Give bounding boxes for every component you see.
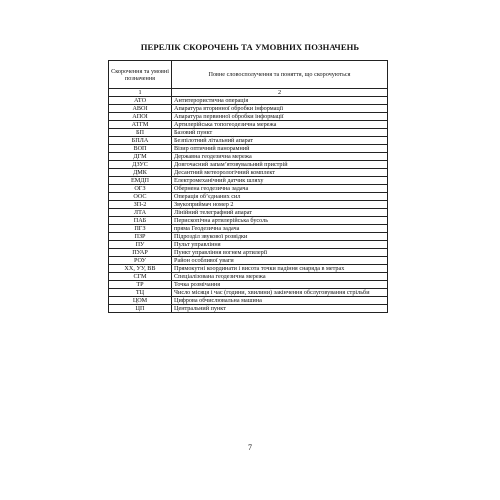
definition-cell: Точка розмічання	[172, 281, 388, 289]
table-row	[109, 209, 388, 217]
abbreviation-cell: ПГЗ	[109, 225, 172, 233]
abbreviation-cell: ЛТА	[109, 209, 172, 217]
abbreviation-cell: ЕМДП	[109, 177, 172, 185]
table-row	[109, 121, 388, 129]
table-row	[109, 241, 388, 249]
table-row	[109, 153, 388, 161]
definition-cell: Прямокутні координати і висота точки падіння снаряда в метрах	[172, 265, 388, 273]
abbreviation-cell: ДМК	[109, 169, 172, 177]
table-row	[109, 113, 388, 121]
table-row	[109, 145, 388, 153]
abbreviation-cell: ПЗР	[109, 233, 172, 241]
table-row	[109, 177, 388, 185]
table-row	[109, 105, 388, 113]
table-row	[109, 273, 388, 281]
definition-cell: пряма Геодезична задача	[172, 225, 388, 233]
table-row	[109, 305, 388, 313]
definition-cell: Десантний метеорологічний комплект	[172, 169, 388, 177]
table-row	[109, 201, 388, 209]
table-row	[109, 265, 388, 273]
abbreviation-cell: ДЗУС	[109, 161, 172, 169]
definition-cell: Електромеханічний датчик шляху	[172, 177, 388, 185]
abbreviation-cell: ДГМ	[109, 153, 172, 161]
page-number: 7	[248, 443, 252, 452]
definition-cell: Візир оптичний панорамний	[172, 145, 388, 153]
abbreviation-cell: АВОІ	[109, 105, 172, 113]
header-abbreviation: Скорочення та умовні позначення	[109, 61, 172, 89]
abbreviation-cell: ОГЗ	[109, 185, 172, 193]
table-row	[109, 185, 388, 193]
table-row	[109, 161, 388, 169]
abbreviation-cell: ПУ	[109, 241, 172, 249]
table-header-row	[109, 61, 388, 89]
definition-cell: Антитерористична операція	[172, 97, 388, 105]
abbreviation-cell: ПУАР	[109, 249, 172, 257]
definition-cell: Спеціалізована геодезична мережа	[172, 273, 388, 281]
definition-cell: Район особливої уваги	[172, 257, 388, 265]
abbreviation-cell: АПОІ	[109, 113, 172, 121]
definition-cell: Пункт управління вогнем артилерії	[172, 249, 388, 257]
definition-cell: Пульт управління	[172, 241, 388, 249]
definition-cell: Апаратура первинної обробки інформації	[172, 113, 388, 121]
definition-cell: Підрозділ звукової розвідки	[172, 233, 388, 241]
table-row	[109, 281, 388, 289]
abbreviation-cell: ТР	[109, 281, 172, 289]
abbreviation-cell: ПАБ	[109, 217, 172, 225]
abbreviation-cell: ВОП	[109, 145, 172, 153]
definition-cell: Довгочасний запам’ятовувальний пристрій	[172, 161, 388, 169]
abbreviation-cell: ХХ, УУ, ВВ	[109, 265, 172, 273]
definition-cell: Лінійний телеграфний апарат	[172, 209, 388, 217]
definition-cell: Число місяця і час (години, хвилини) закінчення обслуговування стрільби	[172, 289, 388, 297]
table-row	[109, 297, 388, 305]
definition-cell: Державна геодезична мережа	[172, 153, 388, 161]
abbreviation-cell: ТЦ	[109, 289, 172, 297]
table-row	[109, 257, 388, 265]
definition-cell: Обернена геодезична задача	[172, 185, 388, 193]
abbreviation-cell: АТГМ	[109, 121, 172, 129]
abbreviation-cell: ЦП	[109, 305, 172, 313]
table-row	[109, 129, 388, 137]
abbreviation-cell: АТО	[109, 97, 172, 105]
table-row	[109, 289, 388, 297]
abbreviations-table	[108, 60, 388, 313]
table-row	[109, 225, 388, 233]
column-number-row	[109, 89, 388, 97]
definition-cell: Артилерійська топогеодезична мережа	[172, 121, 388, 129]
abbreviation-cell: ЦОМ	[109, 297, 172, 305]
abbreviation-cell: ООС	[109, 193, 172, 201]
abbreviation-cell: СГМ	[109, 273, 172, 281]
table-row	[109, 217, 388, 225]
definition-cell: Базовий пункт	[172, 129, 388, 137]
definition-cell: Апаратура вторинної обробки інформації	[172, 105, 388, 113]
header-full-term: Повне словосполучення та поняття, що скорочуються	[172, 61, 388, 89]
table-row	[109, 193, 388, 201]
table-row	[109, 169, 388, 177]
column-number-1: 1	[109, 89, 172, 97]
definition-cell: Цифрова обчислювальна машина	[172, 297, 388, 305]
definition-cell: Перископічна артилерійська бусоль	[172, 217, 388, 225]
definition-cell: Безпілотний літальний апарат	[172, 137, 388, 145]
definition-cell: Звукоприймач номер 2	[172, 201, 388, 209]
abbreviation-cell: РОУ	[109, 257, 172, 265]
abbreviation-cell: БПЛА	[109, 137, 172, 145]
definition-cell: Центральний пункт	[172, 305, 388, 313]
definition-cell: Операція об’єднаних сил	[172, 193, 388, 201]
abbreviation-cell: ЗП-2	[109, 201, 172, 209]
page-title: ПЕРЕЛІК СКОРОЧЕНЬ ТА УМОВНИХ ПОЗНАЧЕНЬ	[140, 42, 360, 52]
abbreviation-cell: БП	[109, 129, 172, 137]
table-body	[109, 97, 388, 313]
table-row	[109, 137, 388, 145]
table-row	[109, 97, 388, 105]
table-row	[109, 249, 388, 257]
column-number-2: 2	[172, 89, 388, 97]
table-row	[109, 233, 388, 241]
